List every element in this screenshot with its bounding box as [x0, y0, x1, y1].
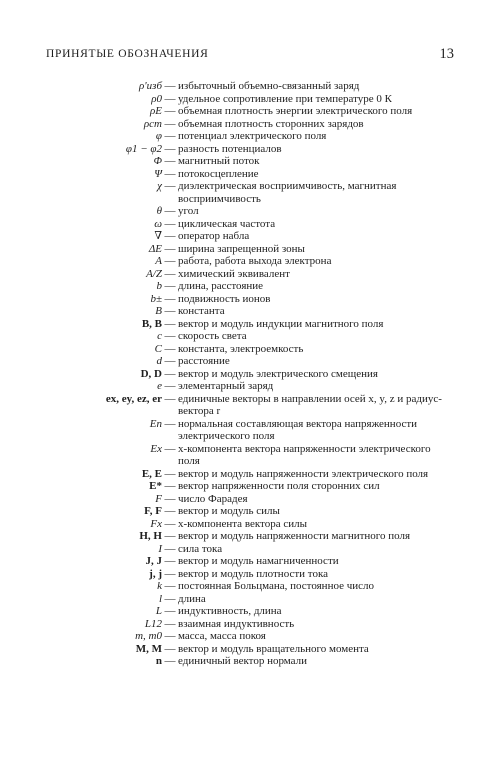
notation-row — [0, 105, 500, 118]
notation-row — [0, 380, 500, 393]
notation-description: длина — [178, 592, 206, 605]
notation-description: объемная плотность сторонних зарядов — [178, 117, 364, 130]
notation-symbol: θ — [156, 205, 162, 217]
notation-symbol: E, E — [141, 467, 162, 480]
notation-row — [0, 530, 500, 543]
notation-row — [0, 268, 500, 281]
notation-row — [0, 630, 500, 643]
notation-row — [0, 618, 500, 631]
notation-row — [0, 393, 500, 418]
notation-row — [0, 280, 500, 293]
notation-description: угол — [178, 205, 199, 217]
notation-row — [0, 605, 500, 618]
notation-description: вектор и модуль индукции магнитного поля — [178, 317, 384, 330]
notation-row — [0, 130, 500, 143]
separator-dash: — — [164, 130, 176, 142]
separator-dash: — — [164, 442, 176, 455]
notation-row — [0, 80, 500, 93]
separator-dash: — — [164, 517, 176, 530]
notation-row — [0, 230, 500, 243]
separator-dash: — — [164, 380, 176, 392]
running-header — [46, 46, 454, 66]
notation-row — [0, 580, 500, 593]
separator-dash: — — [164, 330, 176, 342]
notation-description: единичные векторы в направлении осей x, y, z и радиус-вектора r — [178, 392, 442, 417]
notation-row — [0, 205, 500, 218]
notation-row — [0, 543, 500, 556]
notation-symbol: D, D — [140, 367, 162, 380]
notation-symbol: ∇ — [154, 230, 162, 242]
notation-symbol: Ψ — [154, 167, 162, 180]
separator-dash: — — [164, 617, 176, 630]
separator-dash: — — [164, 505, 176, 517]
notation-row — [0, 593, 500, 606]
separator-dash: — — [164, 367, 176, 380]
notation-description: константа, электроемкость — [178, 342, 304, 355]
notation-symbol: c — [157, 330, 162, 342]
notation-symbol: F — [155, 492, 162, 505]
notation-row — [0, 180, 500, 205]
notation-description: постоянная Больцмана, постоянное число — [178, 580, 375, 592]
separator-dash: — — [164, 630, 176, 642]
notation-row — [0, 143, 500, 156]
separator-dash: — — [164, 292, 176, 305]
notation-row — [0, 418, 500, 443]
separator-dash: — — [164, 155, 176, 167]
notation-symbol: B, B — [141, 317, 162, 330]
notation-description: циклическая частота — [178, 217, 276, 230]
notation-description: x-компонента вектора силы — [178, 517, 307, 530]
notation-symbol: J, J — [145, 555, 162, 567]
notation-description: индуктивность, длина — [178, 605, 282, 617]
separator-dash: — — [164, 467, 176, 480]
notation-description: элементарный заряд — [178, 380, 274, 392]
notation-symbol: b± — [150, 292, 162, 305]
separator-dash: — — [164, 355, 176, 367]
notation-symbol: φ — [155, 130, 162, 142]
notation-symbol: b — [156, 280, 162, 292]
notation-symbol: ρст — [143, 117, 162, 130]
separator-dash: — — [164, 492, 176, 505]
separator-dash: — — [164, 530, 176, 542]
notation-symbol: ΔE — [148, 242, 162, 255]
notation-row — [0, 318, 500, 331]
notation-symbol: ρE — [150, 105, 162, 117]
notation-description: вектор и модуль вращательного момента — [178, 642, 369, 655]
notation-description: подвижность ионов — [178, 292, 271, 305]
notation-symbol: En — [149, 417, 162, 430]
notation-symbol: H, H — [139, 530, 162, 542]
notation-description: масса, масса покоя — [178, 630, 266, 642]
separator-dash: — — [164, 142, 176, 155]
notation-symbol: L — [155, 605, 162, 617]
notation-symbol: F, F — [144, 505, 162, 517]
notation-row — [0, 368, 500, 381]
notation-row — [0, 555, 500, 568]
notation-symbol: l — [158, 592, 162, 605]
notation-symbol: ex, ey, ez, er — [105, 392, 162, 405]
notation-row — [0, 643, 500, 656]
notation-row — [0, 168, 500, 181]
notation-description: диэлектрическая восприимчивость, магнитная восприимчивость — [178, 180, 397, 205]
notation-description: сила тока — [178, 542, 223, 555]
notation-description: взаимная индуктивность — [178, 617, 295, 630]
separator-dash: — — [164, 542, 176, 555]
notation-symbol: j, j — [149, 567, 162, 580]
separator-dash: — — [164, 342, 176, 355]
separator-dash: — — [164, 230, 176, 242]
notation-symbol: ρ0 — [151, 92, 162, 105]
running-title: ПРИНЯТЫЕ ОБОЗНАЧЕНИЯ — [46, 48, 209, 60]
page-number: 13 — [439, 46, 454, 62]
notation-symbol: I — [158, 542, 162, 555]
notation-row — [0, 305, 500, 318]
separator-dash: — — [164, 92, 176, 105]
separator-dash: — — [164, 180, 176, 192]
notation-symbol: L12 — [144, 617, 162, 630]
separator-dash: — — [164, 305, 176, 317]
notation-symbol: Ex — [150, 442, 162, 455]
notation-description: вектор и модуль электрического смещения — [178, 367, 378, 380]
notation-symbol: ω — [154, 217, 162, 230]
notation-description: длина, расстояние — [178, 280, 264, 292]
separator-dash: — — [164, 605, 176, 617]
notation-row — [0, 218, 500, 231]
notation-description: вектор и модуль плотности тока — [178, 567, 329, 580]
notation-symbol: Fx — [150, 517, 162, 530]
notation-description: химический эквивалент — [178, 267, 290, 280]
notation-row — [0, 493, 500, 506]
notation-symbol: χ — [157, 180, 162, 192]
notation-symbol: A/Z — [146, 267, 162, 280]
notation-description: разность потенциалов — [178, 142, 282, 155]
notation-symbol: M, M — [135, 642, 162, 655]
notation-description: магнитный поток — [178, 155, 260, 167]
notation-symbol: A — [155, 255, 162, 267]
notation-description: число Фарадея — [178, 492, 248, 505]
notation-description: работа, работа выхода электрона — [178, 255, 332, 267]
separator-dash: — — [164, 205, 176, 217]
notation-symbol: φ1 − φ2 — [125, 142, 162, 155]
notation-symbol: k — [157, 580, 162, 592]
separator-dash: — — [164, 392, 176, 405]
notation-row — [0, 468, 500, 481]
separator-dash: — — [164, 242, 176, 255]
notation-row — [0, 655, 500, 668]
notation-symbol: Φ — [153, 155, 162, 167]
notation-description: объемная плотность энергии электрического поля — [178, 105, 413, 117]
notation-row — [0, 330, 500, 343]
notation-description: ширина запрещенной зоны — [178, 242, 305, 255]
separator-dash: — — [164, 117, 176, 130]
notation-symbol: d — [156, 355, 162, 367]
notation-row — [0, 518, 500, 531]
notation-description: удельное сопротивление при температуре 0 К — [178, 92, 393, 105]
separator-dash: — — [164, 255, 176, 267]
notation-row — [0, 505, 500, 518]
notation-description: скорость света — [178, 330, 247, 342]
notation-symbol: n — [155, 655, 162, 667]
notation-symbol: m, m0 — [135, 630, 162, 642]
separator-dash: — — [164, 80, 176, 92]
notation-description: избыточный объемно-связанный заряд — [178, 80, 360, 92]
notation-row — [0, 568, 500, 581]
notation-symbol: e — [157, 380, 162, 392]
notation-description: константа — [178, 305, 225, 317]
notation-row — [0, 293, 500, 306]
notation-row — [0, 255, 500, 268]
notation-row — [0, 355, 500, 368]
separator-dash: — — [164, 167, 176, 180]
separator-dash: — — [164, 417, 176, 430]
notation-list — [0, 80, 500, 668]
notation-description: потокосцепление — [178, 167, 259, 180]
separator-dash: — — [164, 267, 176, 280]
notation-description: x-компонента вектора напряженности электрического поля — [178, 442, 431, 467]
notation-description: вектор напряженности поля сторонних сил — [178, 480, 380, 492]
notation-row — [0, 243, 500, 256]
notation-symbol: ρ'изб — [139, 80, 162, 92]
separator-dash: — — [164, 592, 176, 605]
notation-description: единичный вектор нормали — [178, 655, 308, 667]
notation-description: нормальная составляющая вектора напряженности электрического поля — [178, 417, 418, 442]
separator-dash: — — [164, 567, 176, 580]
notation-description: вектор и модуль намагниченности — [178, 555, 339, 567]
notation-description: потенциал электрического поля — [178, 130, 327, 142]
separator-dash: — — [164, 317, 176, 330]
notation-row — [0, 118, 500, 131]
notation-row — [0, 443, 500, 468]
notation-row — [0, 93, 500, 106]
notation-description: вектор и модуль силы — [178, 505, 280, 517]
separator-dash: — — [164, 555, 176, 567]
separator-dash: — — [164, 217, 176, 230]
notation-row — [0, 480, 500, 493]
separator-dash: — — [164, 655, 176, 667]
separator-dash: — — [164, 580, 176, 592]
notation-symbol: E* — [149, 480, 162, 492]
notation-symbol: B — [155, 305, 162, 317]
notation-row — [0, 155, 500, 168]
notation-symbol: C — [154, 342, 162, 355]
notation-description: вектор и модуль напряженности магнитного поля — [178, 530, 411, 542]
separator-dash: — — [164, 642, 176, 655]
separator-dash: — — [164, 480, 176, 492]
separator-dash: — — [164, 280, 176, 292]
notation-description: расстояние — [178, 355, 230, 367]
notation-description: оператор набла — [178, 230, 250, 242]
separator-dash: — — [164, 105, 176, 117]
notation-row — [0, 343, 500, 356]
notation-description: вектор и модуль напряженности электрического поля — [178, 467, 429, 480]
